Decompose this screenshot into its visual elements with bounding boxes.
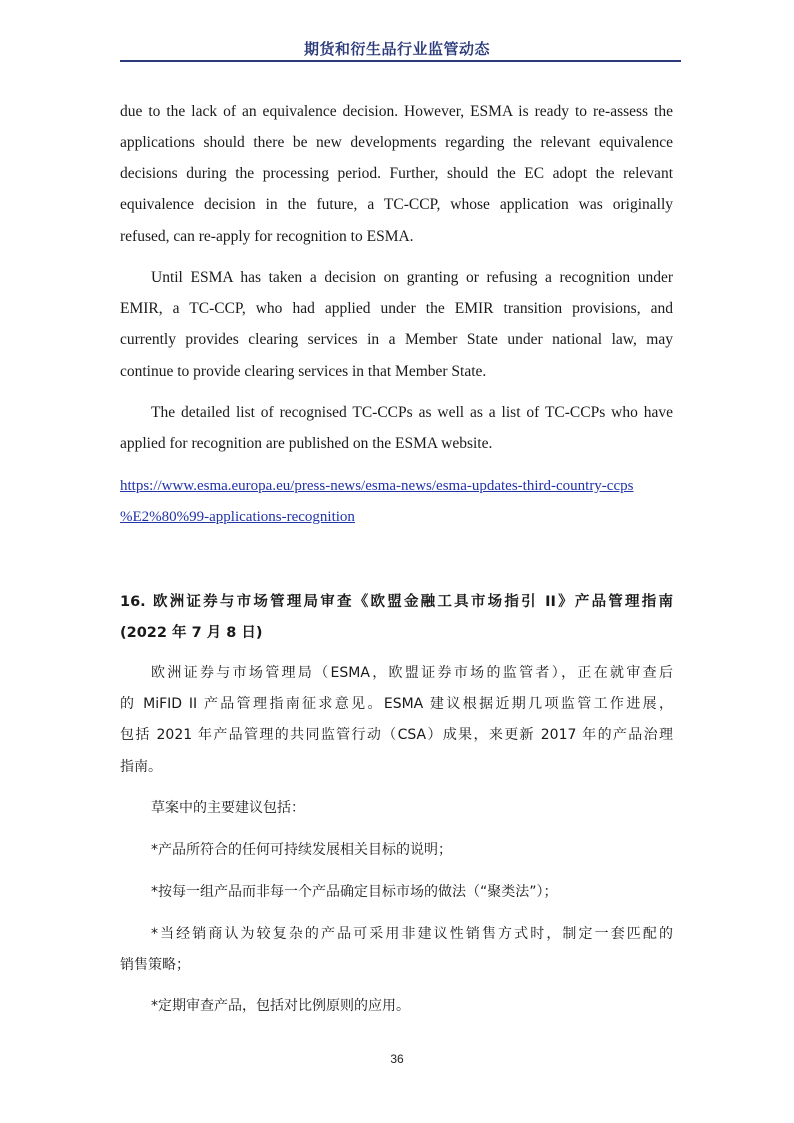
esma-news-link[interactable]: https://www.esma.europa.eu/press-news/esma-news/esma-updates-third-country-ccps — [120, 478, 634, 494]
section-paragraph-line: 的 MiFID II 产品管理指南征求意见。ESMA 建议根据近期几项监管工作进展， — [120, 696, 673, 712]
proposal-item-continued: 销售策略； — [120, 957, 190, 973]
paragraph-line: applied for recognition are published on the ESMA website. — [120, 435, 493, 452]
section-paragraph-line: 包括 2021 年产品管理的共同监管行动（CSA）成果，来更新 2017 年的产品治理 — [120, 727, 673, 743]
paragraph-line: EMIR, a TC-CCP, who had applied under the EMIR transition provisions, and — [120, 300, 673, 317]
paragraph-line: decisions during the processing period. Further, should the EC adopt the relevant — [120, 165, 673, 182]
paragraph-line: refused, can re-apply for recognition to ESMA. — [120, 228, 414, 245]
paragraph-line: applications should there be new developments regarding the relevant equivalence — [120, 134, 673, 151]
section-date: (2022 年 7 月 8 日) — [120, 625, 263, 641]
esma-news-link-continued[interactable]: %E2%80%99-applications-recognition — [120, 509, 355, 525]
paragraph-line: equivalence decision in the future, a TC-CCP, whose application was originally — [120, 196, 673, 213]
running-header-title: 期货和衍生品行业监管动态 — [303, 40, 490, 58]
paragraph-line: The detailed list of recognised TC-CCPs as well as a list of TC-CCPs who have — [151, 404, 673, 421]
paragraph-line: currently provides clearing services in a Member State under national law, may — [120, 331, 673, 348]
proposal-item: *按每一组产品而非每一个产品确定目标市场的做法（“聚类法”）； — [151, 884, 558, 900]
proposal-item: *当经销商认为较复杂的产品可采用非建议性销售方式时，制定一套匹配的 — [151, 926, 673, 942]
proposal-item: *定期审查产品，包括对比例原则的应用。 — [151, 998, 410, 1014]
paragraph-line: due to the lack of an equivalence decision. However, ESMA is ready to re-assess the — [120, 103, 673, 120]
page-number: 36 — [390, 1052, 404, 1066]
paragraph-line: continue to provide clearing services in that Member State. — [120, 363, 487, 380]
paragraph-line: Until ESMA has taken a decision on granting or refusing a recognition under — [151, 269, 673, 286]
proposals-lead: 草案中的主要建议包括： — [151, 800, 305, 816]
section-title: 16. 欧洲证券与市场管理局审查《欧盟金融工具市场指引 II》产品管理指南 — [120, 594, 673, 610]
header-rule — [120, 60, 681, 62]
section-paragraph-line: 欧洲证券与市场管理局（ESMA，欧盟证券市场的监管者），正在就审查后 — [151, 665, 673, 681]
proposal-item: *产品所符合的任何可持续发展相关目标的说明； — [151, 842, 452, 858]
section-paragraph-line: 指南。 — [120, 759, 162, 775]
